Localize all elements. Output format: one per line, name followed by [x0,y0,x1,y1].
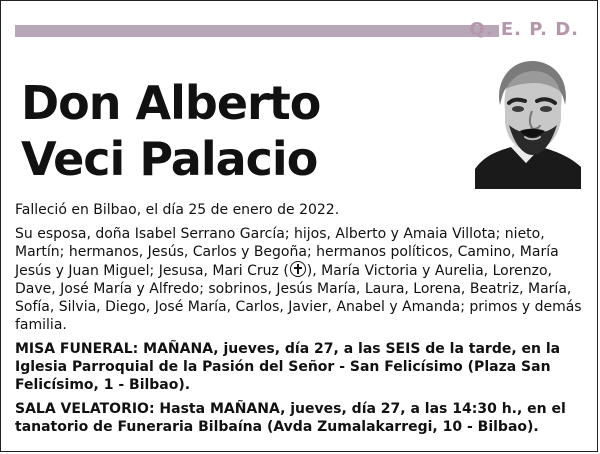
deceased-name [21,75,481,187]
family-list-part-2: ), María Victoria y Aurelia, Lorenzo, Dave, José María y Alfredo; sobrinos, Jesús María, Laura, Lorena, Beatriz, María, Sofía, Silvia, Diego, José María, Carlos, Javier, Anabel y Amanda; primos y demás familia. [15,263,582,333]
header-rule [15,25,499,37]
portrait-photo [471,55,581,189]
family-list [15,225,583,334]
cross-icon [290,261,306,277]
obituary-text [15,201,583,442]
funeral-details: MISA FUNERAL: MAÑANA, jueves, día 27, a las SEIS de la tarde, en la Iglesia Parroquial de la Pasión del Señor - San Felicísimo (Plaza San Felicísimo, 1 - Bilbao). [15,341,561,393]
death-announcement: Falleció en Bilbao, el día 25 de enero de 2022. [15,202,340,218]
deceased-name-line-1: Don Alberto [21,76,321,130]
wake-details: SALA VELATORIO: Hasta MAÑANA, jueves, día 27, a las 14:30 h., en el tanatorio de Funeraria Bilbaína (Avda Zumalakarregi, 10 - Bilbao). [15,401,566,435]
portrait-illustration [471,55,581,189]
qepd-label: Q. E. P. D. [469,19,579,40]
deceased-name-line-2: Veci Palacio [21,132,318,186]
family-list-part-1: Su esposa, doña Isabel Serrano García; hijos, Alberto y Amaia Villota; nieto, Martín; hermanos, Jesús, Carlos y Begoña; hermanos políticos, Camino, María Jesús y Juan Miguel; Jesusa, Mari Cruz ( [15,226,559,279]
